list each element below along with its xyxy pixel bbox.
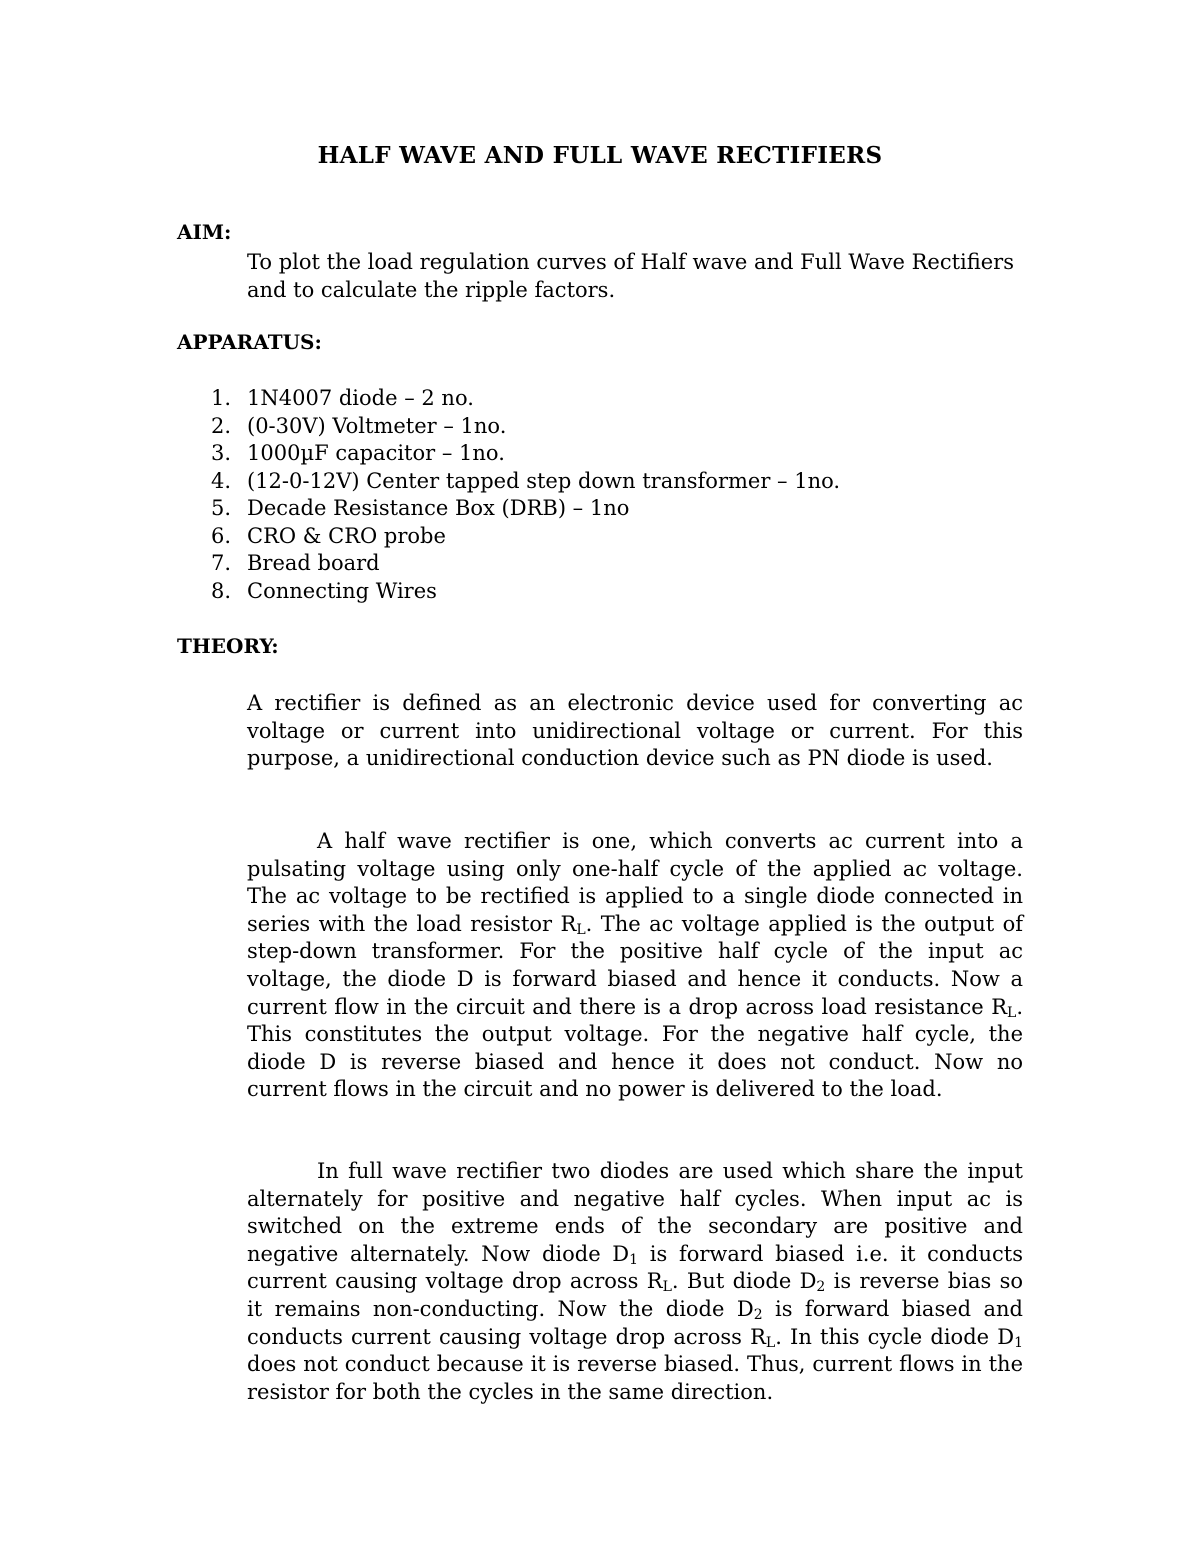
list-item-number: 2.	[211, 413, 232, 438]
subscript: L	[1007, 1004, 1017, 1021]
list-item-number: 3.	[211, 441, 232, 465]
list-item-number: 6.	[211, 523, 232, 548]
subscript: 2	[816, 1279, 826, 1296]
list-item-text: (12-0-12V) Center tapped step down transformer – 1no.	[247, 468, 841, 493]
list-item	[205, 413, 840, 441]
subscript: 1	[1014, 1334, 1023, 1351]
subscript: 2	[753, 1306, 763, 1323]
aim-text: To plot the load regulation curves of Half wave and Full Wave Rectifiers and to calculate the ripple factors.	[247, 250, 1014, 302]
list-item-number: 4.	[211, 468, 232, 493]
text-run: A half wave rectifier is one, which converts ac current into a pulsating voltage using only one-half cycle of the applied ac voltage. The ac voltage to be rectified is applied to a single diode connected in series with the load resistor R	[247, 829, 1023, 936]
list-item-text: Decade Resistance Box (DRB) – 1no	[247, 496, 630, 520]
theory-heading: THEORY:	[177, 634, 279, 658]
list-item-text: CRO & CRO probe	[247, 523, 446, 548]
list-item	[205, 578, 840, 606]
list-item	[205, 523, 840, 551]
apparatus-heading: APPARATUS:	[177, 330, 322, 354]
list-item-text: (0-30V) Voltmeter – 1no.	[247, 413, 507, 438]
list-item	[205, 385, 840, 413]
subscript: L	[765, 1334, 776, 1351]
aim-heading: AIM:	[177, 220, 232, 244]
apparatus-list	[205, 385, 840, 605]
list-item	[205, 550, 840, 578]
text-run: is reverse bias so it remains non-conducting. Now the diode D	[247, 1269, 1023, 1321]
list-item	[205, 468, 840, 496]
subscript: L	[576, 921, 586, 938]
text-run: . But diode D	[671, 1269, 817, 1294]
text-run: . In this cycle diode D	[775, 1324, 1015, 1349]
list-item-number: 8.	[211, 578, 232, 603]
page-title: HALF WAVE AND FULL WAVE RECTIFIERS	[317, 142, 883, 169]
list-item-text: Connecting Wires	[247, 578, 437, 603]
text-run: . The ac voltage applied is the output of step-down transformer. For the positive half cycle of the input ac voltage, the diode D is forward biased and hence it conducts. Now a current flow in the circuit and there is a drop across load resistance R	[247, 911, 1023, 1019]
list-item-text: 1N4007 diode – 2 no.	[247, 386, 474, 410]
list-item-text: Bread board	[247, 551, 380, 575]
list-item	[205, 495, 840, 523]
text-run: In full wave rectifier two diodes are used which share the input alternately for positive and negative half cycles. When input ac is switched on the extreme ends of the secondary are positive and negative alternately. Now diode D	[247, 1159, 1023, 1266]
theory-paragraph-2	[247, 828, 1023, 1104]
list-item	[205, 440, 840, 468]
theory-paragraph-3	[247, 1158, 1023, 1406]
list-item-number: 5.	[211, 496, 232, 520]
list-item-number: 7.	[211, 551, 232, 575]
text-run: . This constitutes the output voltage. For the negative half cycle, the diode D is reverse biased and hence it does not conduct. Now no current flows in the circuit and no power is delivered to the load.	[247, 994, 1023, 1102]
subscript: L	[662, 1279, 672, 1296]
list-item-number: 1.	[211, 386, 232, 410]
theory-paragraph-1: A rectifier is defined as an electronic device used for converting ac voltage or current into unidirectional voltage or current. For this purpose, a unidirectional conduction device such as PN diode is used.	[247, 691, 1023, 771]
text-run: is forward biased i.e. it conducts current causing voltage drop across R	[247, 1241, 1023, 1294]
subscript: 1	[629, 1251, 639, 1268]
text-run: does not conduct because it is reverse biased. Thus, current flows in the resistor for both the cycles in the same direction.	[247, 1352, 1023, 1404]
list-item-text: 1000µF capacitor – 1no.	[247, 441, 505, 465]
text-run: is forward biased and conducts current causing voltage drop across R	[247, 1296, 1023, 1349]
